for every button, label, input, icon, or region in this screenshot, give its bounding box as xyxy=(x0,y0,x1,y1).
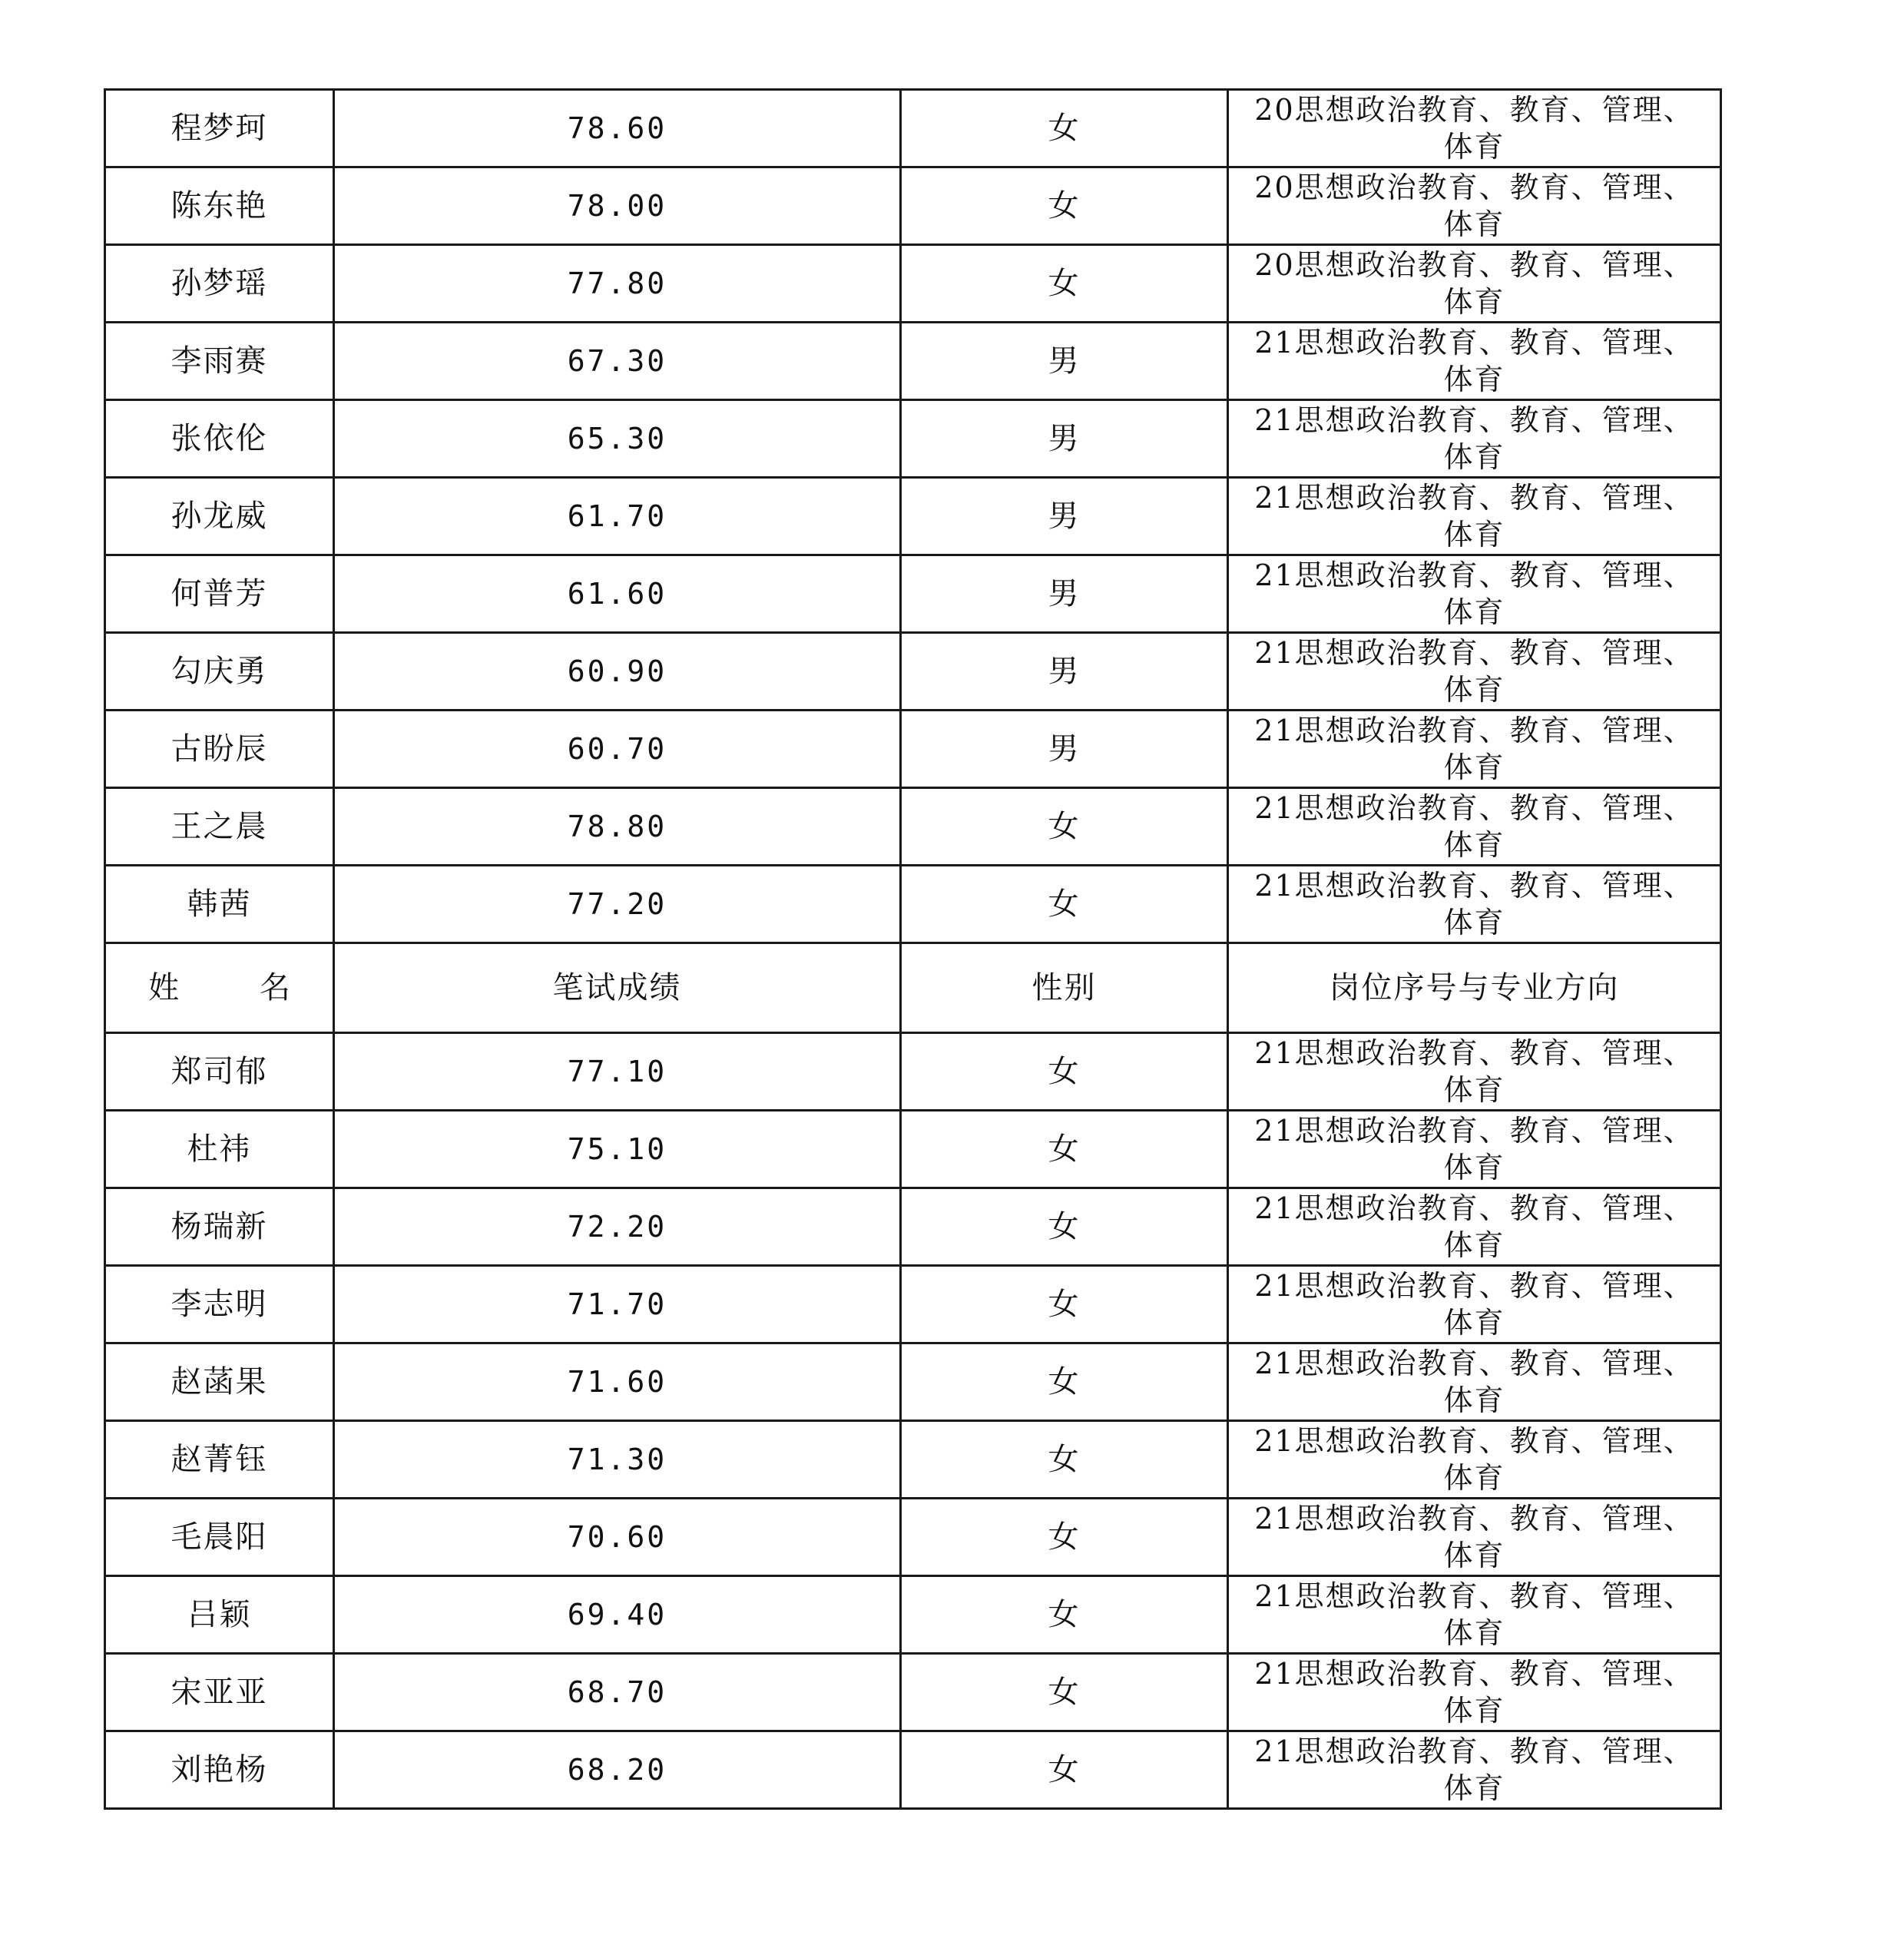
cell-gender-text: 女 xyxy=(1048,1675,1081,1710)
cell-name xyxy=(105,323,334,400)
table-row xyxy=(105,1343,1721,1421)
cell-post-text: 20思想政治教育、教育、管理、体育 xyxy=(1254,93,1694,164)
cell-post-text: 21思想政治教育、教育、管理、体育 xyxy=(1254,1502,1694,1572)
cell-score-text: 71.60 xyxy=(567,1365,667,1399)
cell-post xyxy=(1228,1576,1721,1654)
cell-post-text: 21思想政治教育、教育、管理、体育 xyxy=(1254,1657,1694,1728)
cell-score-text: 77.80 xyxy=(567,267,667,300)
cell-gender-text: 女 xyxy=(1048,1597,1081,1632)
table-row xyxy=(105,1499,1721,1576)
cell-gender xyxy=(901,1266,1228,1343)
cell-gender xyxy=(901,1654,1228,1731)
table-row xyxy=(105,555,1721,633)
cell-gender-text: 女 xyxy=(1048,188,1081,224)
cell-name xyxy=(105,167,334,245)
cell-post-text: 20思想政治教育、教育、管理、体育 xyxy=(1254,248,1694,319)
cell-post xyxy=(1228,90,1721,167)
cell-score-text: 60.70 xyxy=(567,732,667,766)
cell-gender-text: 女 xyxy=(1048,1209,1081,1244)
cell-score xyxy=(334,1576,901,1654)
cell-name xyxy=(105,245,334,323)
cell-score-text: 72.20 xyxy=(567,1210,667,1244)
cell-post xyxy=(1228,1731,1721,1809)
cell-gender-text: 男 xyxy=(1048,343,1081,379)
cell-gender xyxy=(901,633,1228,711)
cell-post xyxy=(1228,1188,1721,1266)
cell-post xyxy=(1228,1111,1721,1188)
cell-post xyxy=(1228,478,1721,555)
cell-gender xyxy=(901,323,1228,400)
cell-score-text: 78.80 xyxy=(567,810,667,843)
cell-gender-text: 女 xyxy=(1048,1131,1081,1167)
cell-post xyxy=(1228,400,1721,478)
cell-name-text: 吕颖 xyxy=(187,1597,252,1632)
cell-name xyxy=(105,788,334,866)
table-header-row xyxy=(105,943,1721,1033)
table-row xyxy=(105,167,1721,245)
cell-gender-text: 女 xyxy=(1048,1752,1081,1787)
table-row xyxy=(105,1188,1721,1266)
cell-gender-text: 男 xyxy=(1048,499,1081,534)
cell-name xyxy=(105,1576,334,1654)
cell-name-text: 陈东艳 xyxy=(171,188,268,224)
table-row xyxy=(105,323,1721,400)
cell-name xyxy=(105,478,334,555)
cell-post-text: 21思想政治教育、教育、管理、体育 xyxy=(1254,714,1694,784)
cell-post-text: 21思想政治教育、教育、管理、体育 xyxy=(1254,1579,1694,1650)
cell-post-text: 21思想政治教育、教育、管理、体育 xyxy=(1254,1734,1694,1805)
cell-post xyxy=(1228,555,1721,633)
cell-score xyxy=(334,1421,901,1499)
cell-score xyxy=(334,1343,901,1421)
cell-post-text: 21思想政治教育、教育、管理、体育 xyxy=(1254,403,1694,474)
table-body-lower xyxy=(105,1033,1721,1809)
cell-score xyxy=(334,788,901,866)
cell-post-text: 21思想政治教育、教育、管理、体育 xyxy=(1254,1191,1694,1262)
header-name-label: 姓 名 xyxy=(148,970,326,1005)
cell-gender xyxy=(901,788,1228,866)
cell-post xyxy=(1228,633,1721,711)
cell-post xyxy=(1228,1033,1721,1111)
table-row xyxy=(105,1421,1721,1499)
cell-post-text: 20思想政治教育、教育、管理、体育 xyxy=(1254,171,1694,241)
header-cell-gender xyxy=(901,943,1228,1033)
cell-name xyxy=(105,1731,334,1809)
table-row xyxy=(105,1266,1721,1343)
cell-gender-text: 女 xyxy=(1048,1054,1081,1089)
cell-gender-text: 女 xyxy=(1048,111,1081,146)
cell-name xyxy=(105,1499,334,1576)
cell-gender-text: 女 xyxy=(1048,1519,1081,1555)
cell-name-text: 赵菁钰 xyxy=(171,1442,268,1477)
cell-score-text: 77.10 xyxy=(567,1055,667,1088)
table-row xyxy=(105,1033,1721,1111)
cell-score-text: 70.60 xyxy=(567,1520,667,1554)
cell-name-text: 孙龙威 xyxy=(171,499,268,534)
header-gender-label: 性别 xyxy=(1031,970,1097,1005)
cell-name xyxy=(105,1654,334,1731)
cell-score xyxy=(334,167,901,245)
cell-name-text: 毛晨阳 xyxy=(171,1519,268,1555)
cell-gender xyxy=(901,1033,1228,1111)
cell-gender xyxy=(901,400,1228,478)
header-score-label: 笔试成绩 xyxy=(552,970,682,1005)
cell-score xyxy=(334,1499,901,1576)
cell-post-text: 21思想政治教育、教育、管理、体育 xyxy=(1254,869,1694,939)
table-header-section xyxy=(105,943,1721,1033)
score-table xyxy=(104,88,1722,1810)
table-row xyxy=(105,1111,1721,1188)
cell-score xyxy=(334,711,901,788)
cell-score xyxy=(334,1033,901,1111)
table-row xyxy=(105,478,1721,555)
cell-gender-text: 女 xyxy=(1048,266,1081,301)
cell-score-text: 68.70 xyxy=(567,1675,667,1709)
cell-score-text: 77.20 xyxy=(567,887,667,921)
cell-score xyxy=(334,245,901,323)
cell-name xyxy=(105,400,334,478)
cell-gender-text: 女 xyxy=(1048,1364,1081,1400)
cell-gender xyxy=(901,1499,1228,1576)
table-row xyxy=(105,1654,1721,1731)
cell-score-text: 78.60 xyxy=(567,111,667,145)
cell-gender xyxy=(901,1111,1228,1188)
cell-post xyxy=(1228,866,1721,943)
cell-gender xyxy=(901,1576,1228,1654)
cell-name xyxy=(105,1188,334,1266)
cell-gender xyxy=(901,245,1228,323)
cell-post xyxy=(1228,1499,1721,1576)
cell-score xyxy=(334,555,901,633)
header-cell-score xyxy=(334,943,901,1033)
table-body-upper xyxy=(105,90,1721,943)
cell-name-text: 杨瑞新 xyxy=(171,1209,268,1244)
cell-name-text: 刘艳杨 xyxy=(171,1752,268,1787)
cell-name-text: 何普芳 xyxy=(171,576,268,611)
cell-post-text: 21思想政治教育、教育、管理、体育 xyxy=(1254,481,1694,552)
cell-score xyxy=(334,633,901,711)
cell-gender-text: 女 xyxy=(1048,886,1081,922)
cell-gender-text: 女 xyxy=(1048,1442,1081,1477)
table-row xyxy=(105,866,1721,943)
cell-score-text: 75.10 xyxy=(567,1132,667,1166)
cell-name-text: 孙梦瑶 xyxy=(171,266,268,301)
cell-post xyxy=(1228,1266,1721,1343)
cell-name-text: 古盼辰 xyxy=(171,731,268,767)
cell-score xyxy=(334,323,901,400)
cell-score-text: 78.00 xyxy=(567,189,667,223)
cell-score-text: 67.30 xyxy=(567,344,667,378)
cell-name xyxy=(105,555,334,633)
cell-post xyxy=(1228,1343,1721,1421)
cell-score xyxy=(334,1266,901,1343)
table-row xyxy=(105,633,1721,711)
cell-post xyxy=(1228,245,1721,323)
cell-name-text: 勾庆勇 xyxy=(171,654,268,689)
header-cell-post xyxy=(1228,943,1721,1033)
cell-score-text: 60.90 xyxy=(567,654,667,688)
cell-name xyxy=(105,1266,334,1343)
cell-score-text: 68.20 xyxy=(567,1753,667,1787)
cell-post xyxy=(1228,1654,1721,1731)
cell-score-text: 65.30 xyxy=(567,422,667,456)
cell-name xyxy=(105,711,334,788)
cell-post xyxy=(1228,1421,1721,1499)
cell-score-text: 69.40 xyxy=(567,1598,667,1632)
cell-post-text: 21思想政治教育、教育、管理、体育 xyxy=(1254,558,1694,629)
cell-name-text: 程梦珂 xyxy=(171,111,268,146)
cell-gender-text: 男 xyxy=(1048,421,1081,456)
table-row xyxy=(105,788,1721,866)
cell-name xyxy=(105,1111,334,1188)
cell-score-text: 71.70 xyxy=(567,1287,667,1321)
header-cell-name xyxy=(105,943,334,1033)
cell-score xyxy=(334,1654,901,1731)
cell-score-text: 61.70 xyxy=(567,499,667,533)
cell-post-text: 21思想政治教育、教育、管理、体育 xyxy=(1254,1114,1694,1184)
cell-gender-text: 女 xyxy=(1048,1287,1081,1322)
score-table-page xyxy=(104,88,1720,1810)
cell-gender xyxy=(901,1343,1228,1421)
table-row xyxy=(105,1576,1721,1654)
cell-score-text: 61.60 xyxy=(567,577,667,611)
cell-score xyxy=(334,866,901,943)
cell-name-text: 郑司郁 xyxy=(171,1054,268,1089)
cell-gender xyxy=(901,1731,1228,1809)
cell-gender xyxy=(901,1421,1228,1499)
cell-gender xyxy=(901,1188,1228,1266)
cell-name-text: 宋亚亚 xyxy=(171,1675,268,1710)
cell-post xyxy=(1228,711,1721,788)
cell-post xyxy=(1228,788,1721,866)
cell-name xyxy=(105,1343,334,1421)
cell-gender-text: 男 xyxy=(1048,654,1081,689)
cell-post-text: 21思想政治教育、教育、管理、体育 xyxy=(1254,1347,1694,1417)
cell-name-text: 杜祎 xyxy=(187,1131,252,1167)
cell-gender xyxy=(901,711,1228,788)
header-post-label: 岗位序号与专业方向 xyxy=(1329,970,1620,1005)
cell-gender-text: 男 xyxy=(1048,576,1081,611)
cell-score xyxy=(334,1731,901,1809)
cell-name xyxy=(105,1421,334,1499)
cell-name xyxy=(105,633,334,711)
cell-score xyxy=(334,1188,901,1266)
cell-score-text: 71.30 xyxy=(567,1443,667,1476)
cell-gender xyxy=(901,478,1228,555)
table-row xyxy=(105,245,1721,323)
cell-gender-text: 女 xyxy=(1048,809,1081,844)
cell-name-text: 李志明 xyxy=(171,1287,268,1322)
cell-gender xyxy=(901,866,1228,943)
cell-name xyxy=(105,1033,334,1111)
table-row xyxy=(105,90,1721,167)
cell-post-text: 21思想政治教育、教育、管理、体育 xyxy=(1254,791,1694,862)
cell-post-text: 21思想政治教育、教育、管理、体育 xyxy=(1254,1036,1694,1107)
cell-score xyxy=(334,478,901,555)
cell-name xyxy=(105,866,334,943)
cell-post-text: 21思想政治教育、教育、管理、体育 xyxy=(1254,1269,1694,1340)
cell-post-text: 21思想政治教育、教育、管理、体育 xyxy=(1254,326,1694,396)
table-row xyxy=(105,400,1721,478)
cell-gender xyxy=(901,555,1228,633)
cell-gender-text: 男 xyxy=(1048,731,1081,767)
cell-name-text: 张依伦 xyxy=(171,421,268,456)
cell-score xyxy=(334,400,901,478)
cell-name-text: 赵菡果 xyxy=(171,1364,268,1400)
cell-name-text: 李雨赛 xyxy=(171,343,268,379)
table-row xyxy=(105,711,1721,788)
cell-name-text: 王之晨 xyxy=(171,809,268,844)
cell-post xyxy=(1228,167,1721,245)
cell-post-text: 21思想政治教育、教育、管理、体育 xyxy=(1254,636,1694,707)
cell-score xyxy=(334,90,901,167)
cell-gender xyxy=(901,90,1228,167)
cell-name-text: 韩茜 xyxy=(187,886,252,922)
table-row xyxy=(105,1731,1721,1809)
cell-name xyxy=(105,90,334,167)
cell-post-text: 21思想政治教育、教育、管理、体育 xyxy=(1254,1424,1694,1495)
cell-post xyxy=(1228,323,1721,400)
cell-gender xyxy=(901,167,1228,245)
cell-score xyxy=(334,1111,901,1188)
